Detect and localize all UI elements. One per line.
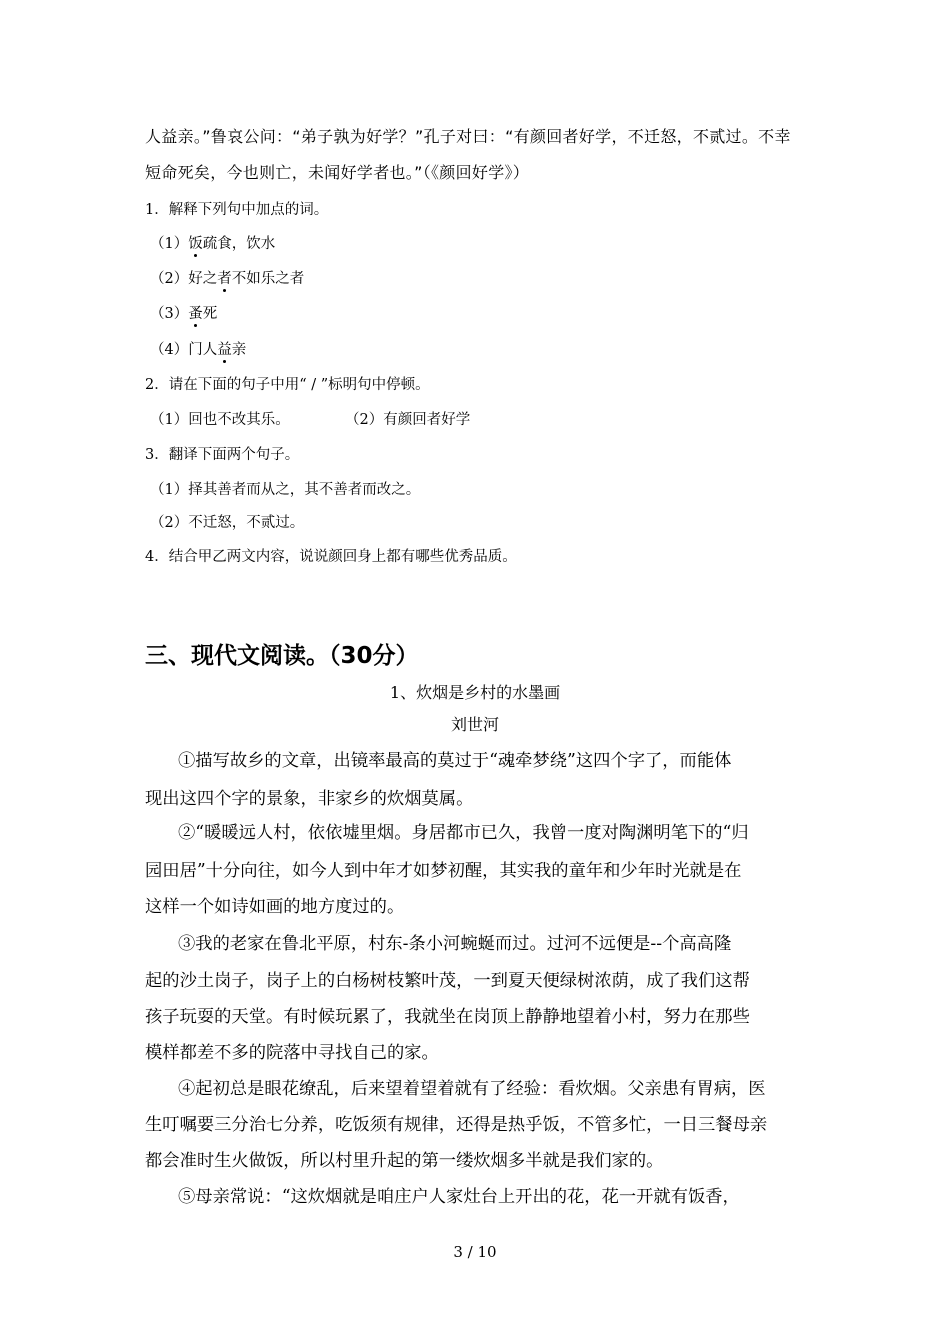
article-line: 孩子玩耍的天堂。有时候玩累了，我就坐在岗顶上静静地望着小村，努力在那些	[145, 1007, 750, 1027]
item-rest: 疏食，饮水	[202, 236, 276, 252]
item-rest: 不如乐之者	[231, 271, 305, 287]
classical-text-line: 人益亲。”鲁哀公问：“弟子孰为好学？”孔子对曰：“有颜回者好学，不迁怒，不贰过。不幸	[145, 127, 791, 146]
article-title: 1、炊烟是乡村的水墨画	[389, 683, 561, 702]
article-line: 现出这四个字的景象，非家乡的炊烟莫属。	[145, 789, 474, 809]
question-3-item: （1）择其善者而从之，其不善者而改之。	[150, 482, 421, 498]
article-line: 模样都差不多的院落中寻找自己的家。	[145, 1043, 439, 1063]
article-line: 这样一个如诗如画的地方度过的。	[145, 897, 405, 917]
question-1: 1．解释下列句中加点的词。	[145, 202, 329, 218]
item-rest: 亲	[231, 342, 247, 358]
dotted-word: 者	[217, 271, 232, 287]
article-line: ④起初总是眼花缭乱，后来望着望着就有了经验：看炊烟。父亲患有胃病，医	[178, 1079, 766, 1099]
question-2-item: （1）回也不改其乐。	[150, 412, 290, 428]
item-rest: 死	[202, 306, 218, 322]
article-author: 刘世河	[450, 715, 499, 734]
article-line: 都会准时生火做饭，所以村里升起的第一缕炊烟多半就是我们家的。	[145, 1151, 664, 1171]
article-line: ①描写故乡的文章，出镜率最高的莫过于“魂牵梦绕”这四个字了，而能体	[178, 751, 732, 771]
article-line: 起的沙土岗子，岗子上的白杨树枝繁叶茂，一到夏天便绿树浓荫，成了我们这帮	[145, 971, 750, 991]
dotted-word: 饭	[188, 236, 203, 252]
item-prefix: （1）	[150, 236, 189, 252]
dotted-word: 益	[217, 342, 232, 358]
article-line: 园田居”十分向往，如今人到中年才如梦初醒，其实我的童年和少年时光就是在	[145, 861, 742, 881]
classical-text-line: 短命死矣，今也则亡，未闻好学者也。”（《颜回好学》）	[145, 163, 530, 182]
question-1-item	[150, 267, 304, 288]
item-prefix: （3）	[150, 306, 189, 322]
item-prefix: （4）门人	[150, 342, 218, 358]
question-2-item: （2）有颜回者好学	[345, 412, 471, 428]
dotted-word: 蚤	[188, 306, 203, 322]
question-1-item	[150, 302, 217, 323]
item-prefix: （2）好之	[150, 271, 218, 287]
article-line: ⑤母亲常说：“这炊烟就是咱庄户人家灶台上开出的花，花一开就有饭香，	[178, 1187, 740, 1207]
article-line: ③我的老家在鲁北平原，村东-条小河蜿蜒而过。过河不远便是--个高高隆	[178, 934, 732, 954]
page-number: 3 / 10	[453, 1243, 497, 1261]
article-line: ②“暖暖远人村，依依墟里烟。身居都市已久，我曾一度对陶渊明笔下的“归	[178, 823, 749, 843]
question-1-item	[150, 338, 246, 359]
question-1-item	[150, 232, 275, 253]
section-heading: 三、现代文阅读。（30分）	[145, 643, 419, 669]
article-line: 生叮嘱要三分治七分养，吃饭须有规律，还得是热乎饭，不管多忙，一日三餐母亲	[145, 1115, 768, 1135]
question-2: 2．请在下面的句子中用“ / ”标明句中停顿。	[145, 377, 430, 393]
question-3-item: （2）不迁怒，不贰过。	[150, 515, 305, 531]
question-3: 3．翻译下面两个句子。	[145, 447, 300, 463]
question-4: 4．结合甲乙两文内容，说说颜回身上都有哪些优秀品质。	[145, 549, 517, 565]
